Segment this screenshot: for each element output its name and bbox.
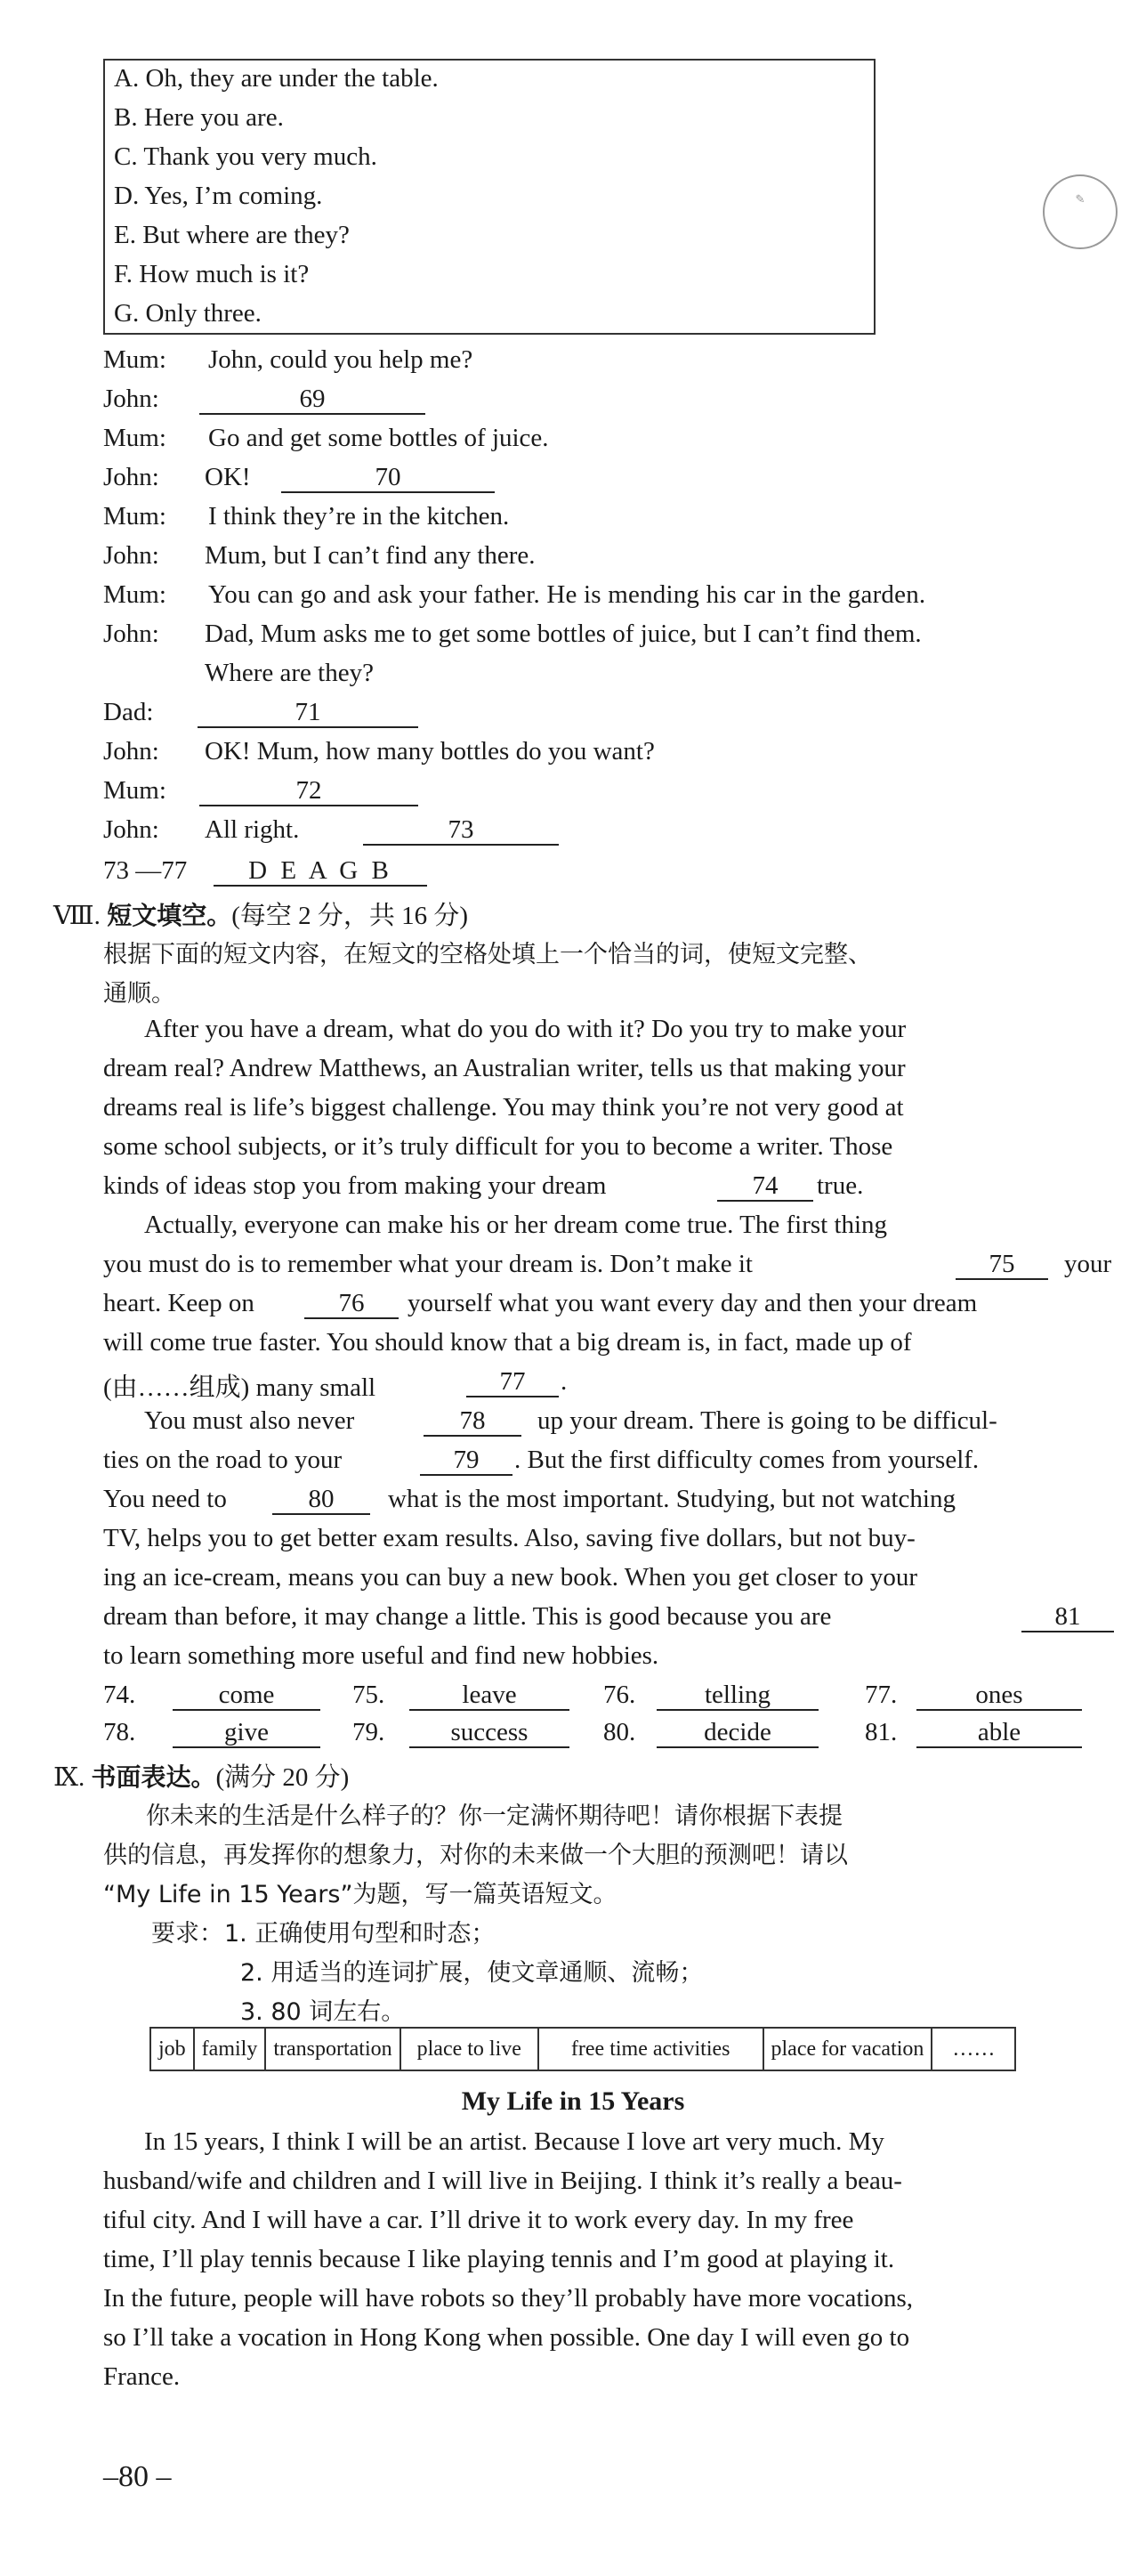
essay-line: time, I’ll play tennis because I like playing tennis and I’m good at playing it. xyxy=(103,2245,895,2273)
passage-line: what is the most important. Studying, but not watching xyxy=(388,1485,956,1513)
answer-value: D E A G B xyxy=(214,856,427,887)
passage-line: to learn something more useful and find new hobbies. xyxy=(103,1641,659,1670)
dialogue-line: Mum, but I can’t find any there. xyxy=(205,541,536,570)
answer-word: able xyxy=(916,1718,1082,1748)
blank-76: 76 xyxy=(304,1289,399,1319)
essay-line: In the future, people will have robots so they’ll probably have more vocations, xyxy=(103,2284,914,2313)
seal-stamp-icon: ✎ xyxy=(1043,174,1118,249)
passage-line: Actually, everyone can make his or her dream come true. The first thing xyxy=(144,1211,888,1239)
dialogue-line: You can go and ask your father. He is mending his car in the garden. xyxy=(208,580,926,609)
essay-line: In 15 years, I think I will be an artist. Because I love art very much. My xyxy=(144,2127,884,2156)
passage-line: will come true faster. You should know that a big dream is, in fact, made up of xyxy=(103,1328,912,1357)
dialogue-line: Go and get some bottles of juice. xyxy=(208,424,549,452)
table-cell: place to live xyxy=(400,2028,538,2070)
option-c: C. Thank you very much. xyxy=(114,142,377,171)
section-8-title: 短文填空。 xyxy=(107,901,232,930)
requirement-item: 3. 80 词左右。 xyxy=(240,1998,406,2026)
answer-number: 75. xyxy=(352,1681,385,1709)
speaker: Dad: xyxy=(103,698,154,726)
answer-number: 74. xyxy=(103,1681,136,1709)
passage-line: . But the first difficulty comes from yourself. xyxy=(514,1446,980,1474)
section-9-intro: 供的信息，再发挥你的想象力，对你的未来做一个大胆的预测吧！请以 xyxy=(103,1842,848,1869)
section-8-heading xyxy=(53,895,468,932)
blank-81: 81 xyxy=(1021,1602,1114,1632)
blank-75: 75 xyxy=(956,1250,1048,1280)
blank-78: 78 xyxy=(424,1406,521,1437)
section-8-score: (每空 2 分，共 16 分) xyxy=(231,902,469,930)
speaker: John: xyxy=(103,815,159,844)
blank-73: 73 xyxy=(363,815,559,846)
speaker: John: xyxy=(103,385,159,413)
essay-line: tiful city. And I will have a car. I’ll drive it to work every day. In my free xyxy=(103,2206,854,2234)
table-cell: free time activities xyxy=(538,2028,763,2070)
answer-word: decide xyxy=(657,1718,819,1748)
dialogue-line: OK! xyxy=(205,463,251,491)
answer-number: 78. xyxy=(103,1718,136,1746)
table-cell: family xyxy=(194,2028,266,2070)
essay-title: My Life in 15 Years xyxy=(461,2086,685,2116)
option-e: E. But where are they? xyxy=(114,221,350,249)
passage-line: some school subjects, or it’s truly difficult for you to become a writer. Those xyxy=(103,1132,893,1161)
page-number: –80 – xyxy=(103,2460,172,2493)
answer-number: 81. xyxy=(865,1718,898,1746)
passage-line: ties on the road to your xyxy=(103,1446,343,1474)
answer-word: success xyxy=(409,1718,569,1748)
section-8-numeral: Ⅷ. xyxy=(53,902,101,930)
answer-number: 77. xyxy=(865,1681,898,1709)
speaker: Mum: xyxy=(103,776,166,805)
speaker: Mum: xyxy=(103,345,166,374)
table-row xyxy=(150,2028,1015,2070)
table-cell: …… xyxy=(932,2028,1015,2070)
answer-number: 76. xyxy=(603,1681,636,1709)
passage-line: up your dream. There is going to be difficul- xyxy=(537,1406,997,1435)
passage-line: kinds of ideas stop you from making your dream xyxy=(103,1171,607,1200)
section-9-score: (满分 20 分) xyxy=(215,1763,350,1792)
requirement-item: 1. 正确使用句型和时态； xyxy=(224,1920,496,1948)
option-d: D. Yes, I’m coming. xyxy=(114,182,323,210)
answer-word: come xyxy=(173,1681,320,1711)
blank-72: 72 xyxy=(199,776,418,806)
blank-74: 74 xyxy=(717,1171,813,1202)
blank-77: 77 xyxy=(466,1367,559,1397)
passage-line: yourself what you want every day and then your dream xyxy=(408,1289,978,1317)
section-9-heading xyxy=(53,1757,349,1794)
table-cell: place for vacation xyxy=(763,2028,932,2070)
option-b: B. Here you are. xyxy=(114,103,284,132)
passage-line: You must also never xyxy=(144,1406,355,1435)
option-g: G. Only three. xyxy=(114,299,262,328)
passage-line: You need to xyxy=(103,1485,227,1513)
table-cell: job xyxy=(150,2028,194,2070)
essay-line: France. xyxy=(103,2362,181,2391)
answer-number: 79. xyxy=(352,1718,385,1746)
passage-line: you must do is to remember what your dream is. Don’t make it xyxy=(103,1250,753,1278)
period: . xyxy=(561,1367,568,1396)
speaker: Mum: xyxy=(103,502,166,531)
info-table xyxy=(149,2027,1016,2071)
answer-word: leave xyxy=(409,1681,569,1711)
passage-line: ing an ice-cream, means you can buy a new book. When you get closer to your xyxy=(103,1563,918,1592)
answer-label: 73 —77 xyxy=(103,856,188,885)
passage-line: TV, helps you to get better exam results. Also, saving five dollars, but not buy- xyxy=(103,1524,916,1552)
dialogue-line: I think they’re in the kitchen. xyxy=(208,502,510,531)
passage-line: dream than before, it may change a little. This is good because you are xyxy=(103,1602,832,1631)
section-9-title: 书面表达。 xyxy=(91,1762,216,1792)
blank-80: 80 xyxy=(272,1485,370,1515)
blank-69: 69 xyxy=(199,385,425,415)
answer-word: telling xyxy=(657,1681,819,1711)
speaker: John: xyxy=(103,541,159,570)
speaker: Mum: xyxy=(103,580,166,609)
passage-line: your xyxy=(1064,1250,1112,1278)
option-a: A. Oh, they are under the table. xyxy=(114,64,439,93)
blank-71: 71 xyxy=(198,698,418,728)
blank-79: 79 xyxy=(420,1446,512,1476)
section-8-instruction: 根据下面的短文内容，在短文的空格处填上一个恰当的词，使短文完整、 xyxy=(103,941,872,968)
answer-word: give xyxy=(173,1718,320,1748)
section-9-numeral: Ⅸ. xyxy=(53,1763,85,1792)
option-f: F. How much is it? xyxy=(114,260,310,288)
passage-line: (由……组成) many small xyxy=(103,1373,376,1402)
speaker: John: xyxy=(103,463,159,491)
requirement-item: 2. 用适当的连词扩展，使文章通顺、流畅； xyxy=(240,1959,704,1987)
essay-line: so I’ll take a vocation in Hong Kong when possible. One day I will even go to xyxy=(103,2323,910,2352)
dialogue-line: John, could you help me? xyxy=(208,345,473,374)
table-cell: transportation xyxy=(265,2028,399,2070)
dialogue-line: Where are they? xyxy=(205,659,374,687)
dialogue-line: All right. xyxy=(205,815,300,844)
requirement-label: 要求： xyxy=(151,1920,223,1948)
passage-line: After you have a dream, what do you do with it? Do you try to make your xyxy=(144,1015,907,1043)
blank-70: 70 xyxy=(281,463,495,493)
section-9-intro: “My Life in 15 Years”为题，写一篇英语短文。 xyxy=(103,1881,617,1908)
essay-line: husband/wife and children and I will live in Beijing. I think it’s really a beau- xyxy=(103,2167,902,2195)
dialogue-line: OK! Mum, how many bottles do you want? xyxy=(205,737,655,766)
passage-line: true. xyxy=(817,1171,864,1200)
answer-word: ones xyxy=(916,1681,1082,1711)
answer-number: 80. xyxy=(603,1718,636,1746)
passage-line: dream real? Andrew Matthews, an Australian writer, tells us that making your xyxy=(103,1054,906,1082)
dialogue-line: Dad, Mum asks me to get some bottles of juice, but I can’t find them. xyxy=(205,620,922,648)
passage-line: heart. Keep on xyxy=(103,1289,254,1317)
speaker: Mum: xyxy=(103,424,166,452)
passage-line: dreams real is life’s biggest challenge. You may think you’re not very good at xyxy=(103,1093,904,1122)
section-8-instruction: 通顺。 xyxy=(103,980,175,1008)
speaker: John: xyxy=(103,737,159,766)
speaker: John: xyxy=(103,620,159,648)
options-box xyxy=(103,59,876,335)
section-9-intro: 你未来的生活是什么样子的？你一定满怀期待吧！请你根据下表提 xyxy=(146,1802,843,1830)
